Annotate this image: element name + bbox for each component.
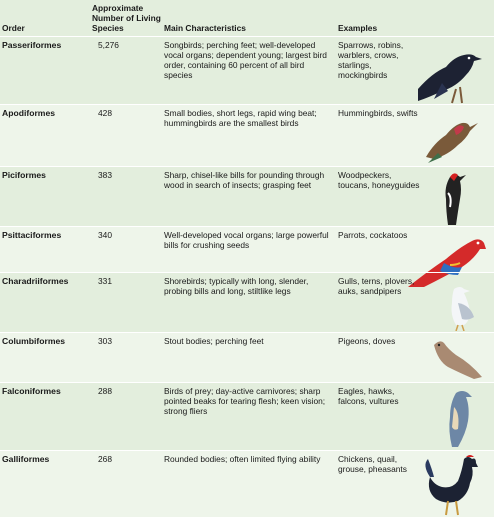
- examples-text: Gulls, terns, plovers, auks, sandpipers: [338, 276, 415, 296]
- characteristics-text: Stout bodies; perching feet: [164, 336, 264, 346]
- table-row: [0, 226, 494, 273]
- order-name: Psittaciformes: [2, 230, 62, 240]
- examples-text: Hummingbirds, swifts: [338, 108, 418, 118]
- species-count: 303: [98, 336, 112, 346]
- order-name: Galliformes: [2, 454, 50, 464]
- species-count: 383: [98, 170, 112, 180]
- species-count: 340: [98, 230, 112, 240]
- characteristics-text: Birds of prey; day-active carnivores; sharp pointed beaks for tearing flesh; keen vision; strong fliers: [164, 386, 326, 416]
- order-name: Falconiformes: [2, 386, 61, 396]
- order-name: Passeriformes: [2, 40, 62, 50]
- species-count: 268: [98, 454, 112, 464]
- gull-icon: [444, 285, 484, 331]
- characteristics-text: Rounded bodies; often limited flying ability: [164, 454, 321, 464]
- characteristics-text: Well-developed vocal organs; large powerful bills for crushing seeds: [164, 230, 329, 250]
- table-row: [0, 382, 494, 451]
- order-name: Columbiformes: [2, 336, 66, 346]
- characteristics-text: Songbirds; perching feet; well-developed vocal organs; dependent young; largest bird order, containing 60 percent of all bird species: [164, 40, 327, 80]
- species-count: 5,276: [98, 40, 119, 50]
- woodpecker-icon: [436, 171, 472, 227]
- crow-icon: [412, 43, 482, 105]
- characteristics-text: Small bodies, short legs, rapid wing beat; hummingbirds are the smallest birds: [164, 108, 317, 128]
- examples-text: Sparrows, robins, warblers, crows, starlings, mockingbirds: [338, 40, 404, 80]
- header-order: Order: [2, 23, 25, 33]
- table-row: [0, 272, 494, 333]
- table-row: [0, 104, 494, 167]
- examples-text: Woodpeckers, toucans, honeyguides: [338, 170, 420, 190]
- table-row: [0, 36, 494, 105]
- table-row: [0, 332, 494, 383]
- species-count: 331: [98, 276, 112, 286]
- examples-text: Pigeons, doves: [338, 336, 396, 346]
- table-row: [0, 450, 494, 517]
- order-name: Charadriiformes: [2, 276, 69, 286]
- examples-text: Chickens, quail, grouse, pheasants: [338, 454, 407, 474]
- characteristics-text: Shorebirds; typically with long, slender, probing bills and long, stiltlike legs: [164, 276, 309, 296]
- order-name: Piciformes: [2, 170, 46, 180]
- hummingbird-icon: [420, 113, 480, 165]
- order-name: Apodiformes: [2, 108, 55, 118]
- examples-text: Eagles, hawks, falcons, vultures: [338, 386, 399, 406]
- header-characteristics: Main Characteristics: [164, 23, 246, 33]
- table-row: [0, 166, 494, 227]
- species-count: 428: [98, 108, 112, 118]
- examples-text: Parrots, cockatoos: [338, 230, 408, 240]
- falcon-icon: [440, 387, 480, 449]
- header-examples: Examples: [338, 23, 378, 33]
- table-header: [0, 0, 494, 36]
- rooster-icon: [418, 455, 484, 517]
- dove-icon: [430, 337, 486, 383]
- species-count: 288: [98, 386, 112, 396]
- characteristics-text: Sharp, chisel-like bills for pounding through wood in search of insects; grasping feet: [164, 170, 325, 190]
- header-number: Approximate Number of Living Species: [92, 3, 161, 33]
